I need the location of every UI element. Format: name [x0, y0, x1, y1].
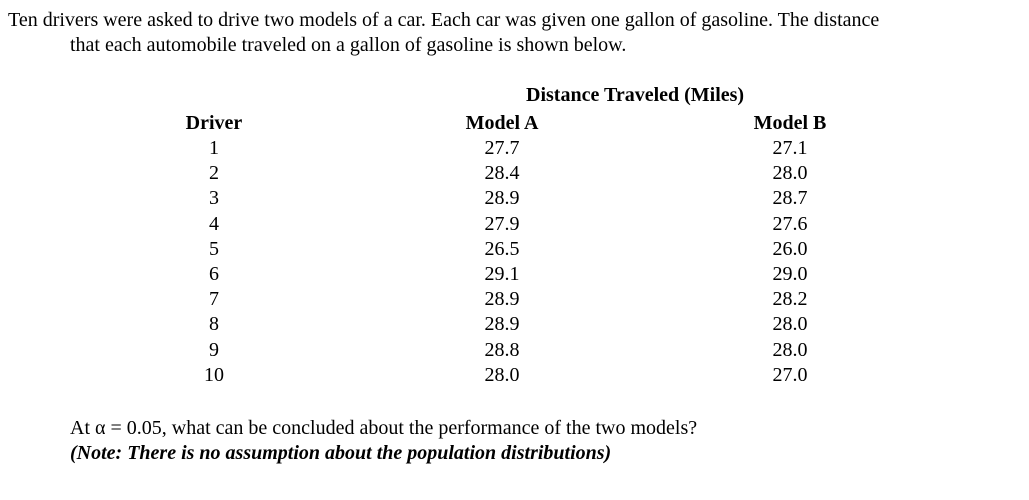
table-cell-model-a: 28.9: [484, 313, 520, 336]
table-cell-model-b: 27.6: [772, 212, 808, 235]
table-cell-driver: 2: [209, 162, 219, 185]
table-cell-model-a: 28.0: [484, 363, 520, 386]
table-cell-driver: 1: [209, 137, 219, 159]
driver-cells: [174, 136, 254, 388]
table-cell-driver: 4: [209, 212, 219, 235]
model-b-column: [740, 110, 840, 388]
table-cell-model-a: 27.7: [484, 137, 520, 159]
driver-column: [174, 110, 254, 388]
problem-intro: [8, 8, 1008, 58]
model-a-header: Model A: [465, 112, 539, 134]
intro-line-2: that each automobile traveled on a gallon of gasoline is shown below.: [70, 34, 627, 56]
table-cell-driver: 5: [209, 237, 219, 260]
table-cell-driver: 9: [209, 338, 219, 361]
model-b-cells: [740, 136, 840, 388]
table-cell-driver: 10: [204, 363, 224, 386]
question-text: At α = 0.05, what can be concluded about the performance of the two models?: [70, 417, 698, 439]
table-cell-model-a: 28.9: [484, 187, 520, 210]
table-cell-model-b: 26.0: [772, 237, 808, 260]
table-cell-model-b: 28.7: [772, 187, 808, 210]
table-cell-model-b: 27.1: [772, 137, 808, 159]
intro-line-1: Ten drivers were asked to drive two models of a car. Each car was given one gallon of gasoline. The distance: [8, 9, 880, 31]
table-cell-driver: 7: [209, 288, 219, 311]
table-cell-model-b: 29.0: [772, 262, 808, 285]
table-cell-model-a: 28.8: [484, 338, 520, 361]
table-cell-driver: 8: [209, 313, 219, 336]
driver-header: Driver: [185, 112, 243, 134]
table-cell-model-b: 28.0: [772, 162, 808, 185]
model-b-header: Model B: [753, 112, 827, 134]
model-a-cells: [452, 136, 552, 388]
question-block: [70, 416, 697, 466]
distance-group-header: Distance Traveled (Miles): [526, 84, 745, 106]
table-cell-model-a: 28.4: [484, 162, 520, 185]
table-cell-model-b: 28.0: [772, 338, 808, 361]
question-note: (Note: There is no assumption about the population distributions): [70, 442, 612, 464]
table-cell-model-a: 29.1: [484, 262, 520, 285]
table-cell-model-a: 27.9: [484, 212, 520, 235]
table-cell-model-a: 28.9: [484, 288, 520, 311]
table-cell-model-a: 26.5: [484, 237, 520, 260]
table-cell-driver: 6: [209, 262, 219, 285]
table-cell-model-b: 27.0: [772, 363, 808, 386]
table-cell-driver: 3: [209, 187, 219, 210]
model-a-column: [452, 110, 552, 388]
table-cell-model-b: 28.0: [772, 313, 808, 336]
table-cell-model-b: 28.2: [772, 288, 808, 311]
